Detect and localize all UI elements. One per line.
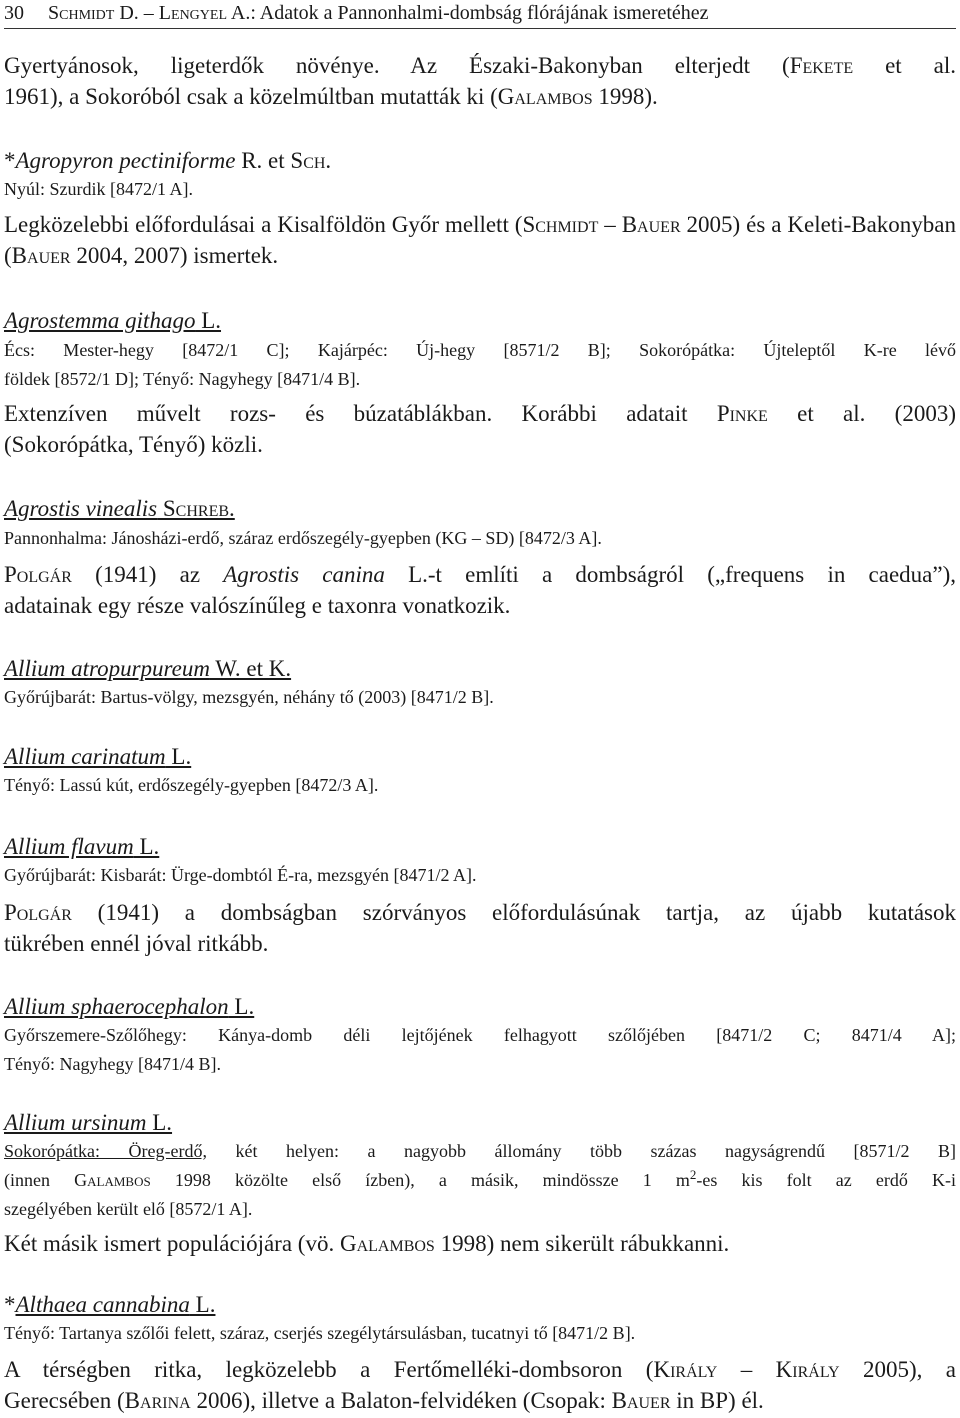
note-text-2: 1998) nem sikerült rábukkanni. xyxy=(434,1231,730,1256)
species-name: Allium flavum xyxy=(4,834,134,859)
species-author: W. et K. xyxy=(209,656,292,681)
locality-agrostemma xyxy=(4,336,956,394)
adventive-star: * xyxy=(4,148,16,173)
species-name: Agrostis vinealis xyxy=(4,496,158,521)
species-name: Althaea cannabina xyxy=(15,1292,190,1317)
adventive-star: * xyxy=(4,1292,16,1317)
intro-line-1 xyxy=(4,50,956,81)
ref-dash: – xyxy=(717,1357,776,1382)
note-text-2: 2005), a xyxy=(839,1357,956,1382)
species-heading-atropurpureum xyxy=(4,654,956,684)
locality-agropyron: Nyúl: Szurdik [8472/1 A]. xyxy=(4,179,193,199)
header-author-2: Lengyel A. xyxy=(158,2,251,24)
intro-text-2b: 1998). xyxy=(592,84,658,109)
note-text-3b: 2006), illetve a Balaton-felvidéken (Csopak: xyxy=(190,1388,612,1413)
species-heading-carinatum xyxy=(4,742,956,772)
note-line-1 xyxy=(4,398,956,429)
header-author-1: Schmidt D. xyxy=(48,2,139,24)
ref-dash: – xyxy=(598,212,622,237)
species-author: L. xyxy=(146,1110,173,1135)
species-author: R. et xyxy=(235,148,291,173)
note-line-1 xyxy=(4,559,956,590)
header-title: : Adatok a Pannonhalmi-dombság flórájának ismeretéhez xyxy=(250,2,709,24)
locality-atropurpureum: Győrújbarát: Bartus-völgy, mezsgyén, néhány tő (2003) [8471/2 B]. xyxy=(4,687,494,707)
locality-line-2 xyxy=(4,1166,956,1195)
note-text-2: L.-t említi a dombságról („frequens in caedua”), xyxy=(384,562,956,587)
locality-text: két helyen: a nagyobb állomány több százas nagyságrendű [8571/2 B] xyxy=(206,1141,956,1161)
running-header xyxy=(4,0,956,29)
note-line-1 xyxy=(4,1354,956,1385)
intro-text-1b: et al. xyxy=(853,53,956,78)
species-author: L. xyxy=(165,744,192,769)
note-text-2: et al. (2003) xyxy=(767,401,956,426)
species-author: L. xyxy=(133,834,160,859)
ref-galambos: Galambos xyxy=(74,1170,151,1190)
locality-flavum: Győrújbarát: Kisbarát: Ürge-dombtól É-ra, mezsgyén [8471/2 A]. xyxy=(4,865,477,885)
note-text-3a: Gerecsében ( xyxy=(4,1388,125,1413)
note-text: Két másik ismert populációjára (vö. xyxy=(4,1231,340,1256)
locality-text-2a: (innen xyxy=(4,1170,75,1190)
ref-bauer: Bauer xyxy=(621,212,681,237)
note-line-2: adatainak egy része valószínűleg e taxonra vonatkozik. xyxy=(4,593,511,618)
note-line-2: tükrében ennél jóval ritkább. xyxy=(4,931,269,956)
species-name: Allium ursinum xyxy=(4,1110,147,1135)
intro-text-2: 1961), a Sokoróból csak a közelmúltban mutatták ki ( xyxy=(4,84,498,109)
note-line-2 xyxy=(4,1385,956,1416)
species-name: Allium sphaerocephalon xyxy=(4,994,229,1019)
locality-agrostis: Pannonhalma: Jánosházi-erdő, száraz erdőszegély-gyepben (KG – SD) [8472/3 A]. xyxy=(4,528,602,548)
locality-text-2b: 1998 közölte első ízben), a másik, mindössze 1 m xyxy=(150,1170,690,1190)
intro-line-2 xyxy=(4,81,956,112)
species-name: Allium carinatum xyxy=(4,744,166,769)
species-name: Agropyron pectiniforme xyxy=(15,148,236,173)
note-althaea xyxy=(4,1354,956,1416)
species-author: L. xyxy=(189,1292,216,1317)
species-author: L. xyxy=(228,994,255,1019)
species-name: Allium atropurpureum xyxy=(4,656,210,681)
species-author: Schreb. xyxy=(157,496,235,521)
note-agrostis xyxy=(4,559,956,621)
note-text-3: 2004, 2007) ismertek. xyxy=(70,243,279,268)
ref-bauer: Bauer xyxy=(611,1388,671,1413)
page-number: 30 xyxy=(4,2,24,24)
ref-kiraly-2: Király xyxy=(775,1357,840,1382)
intro-ref-2: Galambos xyxy=(497,84,593,109)
ref-pinke: Pinke xyxy=(716,401,768,426)
note-text: (1941) a dombságban szórványos előfordulásúnak tartja, az újabb kutatások xyxy=(71,900,956,925)
locality-sphaerocephalon xyxy=(4,1021,956,1079)
ref-barina: Barina xyxy=(124,1388,191,1413)
locality-ursinum xyxy=(4,1137,956,1224)
note-text: (1941) az xyxy=(71,562,224,587)
ref-schmidt: Schmidt xyxy=(522,212,599,237)
intro-paragraph xyxy=(4,50,956,112)
locality-line-2: Tényő: Nagyhegy [8471/4 B]. xyxy=(4,1054,221,1074)
locality-line-1: Győrszemere-Szőlőhegy: Kánya-domb déli lejtőjének felhagyott szőlőjében [8471/2 C; 8471/4 A]; xyxy=(4,1025,956,1045)
ref-galambos: Galambos xyxy=(339,1231,435,1256)
locality-line-1: Écs: Mester-hegy [8472/1 C]; Kajárpéc: Új-hegy [8571/2 B]; Sokorópátka: Újteleptől K-re lévő xyxy=(4,340,956,360)
species-author: L. xyxy=(195,308,222,333)
ref-polgar: Polgár xyxy=(4,562,72,587)
species-heading-flavum xyxy=(4,832,956,862)
locality-line-1 xyxy=(4,1137,956,1166)
ref-polgar: Polgár xyxy=(4,900,72,925)
species-heading-ursinum xyxy=(4,1108,956,1138)
note-flavum xyxy=(4,897,956,959)
note-line-2: (Sokorópátka, Tényő) közli. xyxy=(4,432,263,457)
species-author-2: Sch. xyxy=(290,148,332,173)
species-heading-sphaerocephalon xyxy=(4,992,956,1022)
locality-althaea: Tényő: Tartanya szőlői felett, száraz, cserjés szegélytársulásban, tucatnyi tő [8471/2 B]. xyxy=(4,1323,636,1343)
note-ursinum xyxy=(4,1228,956,1259)
superscript-2: 2 xyxy=(689,1167,697,1182)
ref-kiraly: Király xyxy=(653,1357,718,1382)
locality-line-2: földek [8572/1 D]; Tényő: Nagyhegy [8471/4 B]. xyxy=(4,369,361,389)
note-agrostemma xyxy=(4,398,956,460)
species-heading-agrostis xyxy=(4,494,956,524)
note-line-1 xyxy=(4,897,956,928)
species-name: Agrostemma githago xyxy=(4,308,196,333)
note-text: Extenzíven művelt rozs- és búzatáblákban. Korábbi adatait xyxy=(4,401,717,426)
note-text: A térségben ritka, legközelebb a Fertőmelléki-dombsoron ( xyxy=(4,1357,654,1382)
header-sep: – xyxy=(138,2,159,24)
locality-line-3: szegélyében került elő [8572/1 A]. xyxy=(4,1199,253,1219)
note-text-3c: in BP) él. xyxy=(670,1388,764,1413)
note-text-2: 2005) és a Keleti-Bakonyban ( xyxy=(4,212,956,268)
taxon-italic: Agrostis canina xyxy=(223,562,385,587)
note-text: Legközelebbi előfordulásai a Kisalföldön Győr mellett ( xyxy=(4,212,523,237)
locality-carinatum: Tényő: Lassú kút, erdőszegély-gyepben [8472/3 A]. xyxy=(4,775,379,795)
intro-ref-1: Fekete xyxy=(789,53,854,78)
note-agropyron xyxy=(4,209,956,271)
locality-text-2c: -es kis folt az erdő K-i xyxy=(696,1170,956,1190)
species-heading-agrostemma xyxy=(4,306,956,336)
species-heading-althaea xyxy=(4,1290,956,1320)
intro-text-1: Gyertyánosok, ligeterdők növénye. Az Északi-Bakonyban elterjedt ( xyxy=(4,53,790,78)
species-heading-agropyron xyxy=(4,146,956,176)
locality-label: Sokorópátka: Öreg-erdő, xyxy=(4,1141,207,1161)
ref-bauer-2: Bauer xyxy=(11,243,71,268)
